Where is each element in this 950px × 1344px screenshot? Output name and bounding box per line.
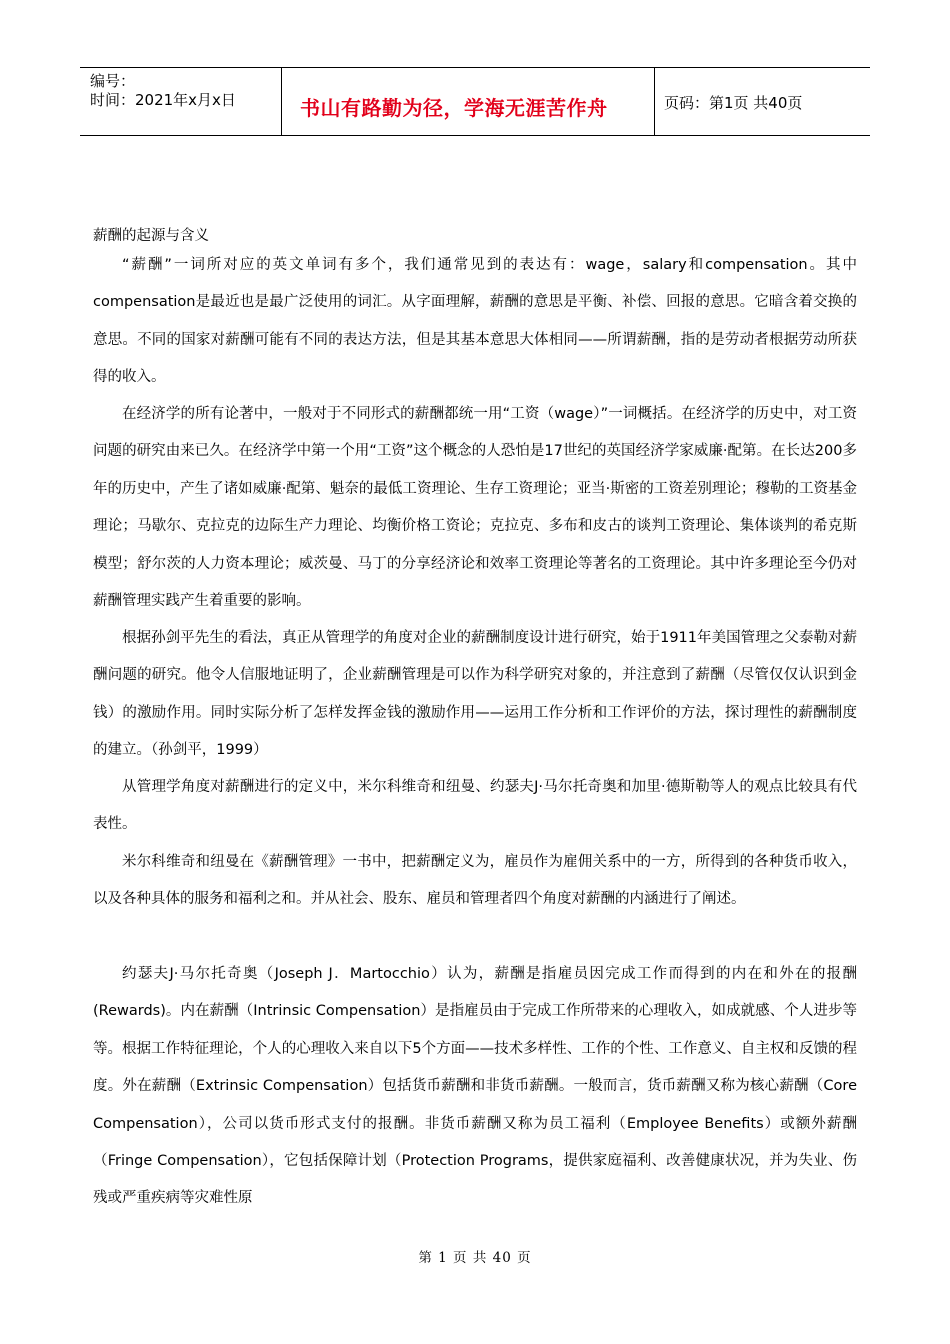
paragraph-1: “薪酬”一词所对应的英文单词有多个，我们通常见到的表达有：wage，salary和compensation。其中compensation是最近也是最广泛使用的词汇。从字面理解，薪酬的意思是平衡、补偿、回报的意思。它暗含着交换的意思。不同的国家对薪酬可能有不同的表达方法，但是其基本意思大体相同——所谓薪酬，指的是劳动者根据劳动所获得的收入。	[93, 257, 857, 386]
paragraph-6: 约瑟夫J·马尔托奇奥（Joseph J．Martocchio）认为，薪酬是指雇员因完成工作而得到的内在和外在的报酬(Rewards)。内在薪酬（Intrinsic Compensation）是指雇员由于完成工作所带来的心理收入，如成就感、个人进步等等。根据工作特征理论，个人的心理收入来自以下5个方面——技术多样性、工作的个性、工作意义、自主权和反馈的程度。外在薪酬（Extrinsic Compensation）包括货币薪酬和非货币薪酬。一般而言，货币薪酬又称为核心薪酬（Core Compensation），公司以货币形式支付的报酬。非货币薪酬又称为员工福利（Employee Benefits）或额外薪酬（Fringe Compensation），它包括保障计划（Protection Programs，提供家庭福利、改善健康状况，并为失业、伤残或严重疾病等灾难性原	[93, 966, 857, 1207]
paragraph-2: 在经济学的所有论著中，一般对于不同形式的薪酬都统一用“工资（wage）”一词概括。在经济学的历史中，对工资问题的研究由来已久。在经济学中第一个用“工资”这个概念的人恐怕是17世纪的英国经济学家威廉·配第。在长达200多年的历史中，产生了诸如威廉·配第、魁奈的最低工资理论、生存工资理论；亚当·斯密的工资差别理论；穆勒的工资基金理论；马歇尔、克拉克的边际生产力理论、均衡价格工资论；克拉克、多布和皮古的谈判工资理论、集体谈判的希克斯模型；舒尔茨的人力资本理论；威茨曼、马丁的分享经济论和效率工资理论等著名的工资理论。其中许多理论至今仍对薪酬管理实践产生着重要的影响。	[93, 406, 857, 610]
header-divider-left	[281, 67, 282, 136]
header-motto: 书山有路勤为径，学海无涯苦作舟	[300, 96, 608, 120]
page-footer: 第 1 页 共 40 页	[418, 1250, 532, 1266]
document-number-label: 编号：	[90, 72, 136, 90]
paragraph-5: 米尔科维奇和纽曼在《薪酬管理》一书中，把薪酬定义为，雇员作为雇佣关系中的一方，所得到的各种货币收入，以及各种具体的服务和福利之和。并从社会、股东、雇员和管理者四个角度对薪酬的内涵进行了阐述。	[93, 854, 857, 908]
document-title: 薪酬的起源与含义	[93, 228, 209, 244]
header-bottom-rule	[80, 135, 870, 136]
document-date-label: 时间：2021年x月x日	[90, 91, 236, 109]
paragraph-4: 从管理学角度对薪酬进行的定义中，米尔科维奇和纽曼、约瑟夫J·马尔托奇奥和加里·德斯勒等人的观点比较具有代表性。	[93, 779, 857, 833]
header-page-label: 页码：第1页 共40页	[664, 94, 803, 112]
header-top-rule	[80, 67, 870, 68]
header-divider-right	[654, 67, 655, 136]
paragraph-3: 根据孙剑平先生的看法，真正从管理学的角度对企业的薪酬制度设计进行研究，始于1911年美国管理之父泰勒对薪酬问题的研究。他令人信服地证明了，企业薪酬管理是可以作为科学研究对象的，并注意到了薪酬（尽管仅仅认识到金钱）的激励作用。同时实际分析了怎样发挥金钱的激励作用——运用工作分析和工作评价的方法，探讨理性的薪酬制度的建立。（孙剑平，1999）	[93, 630, 857, 759]
